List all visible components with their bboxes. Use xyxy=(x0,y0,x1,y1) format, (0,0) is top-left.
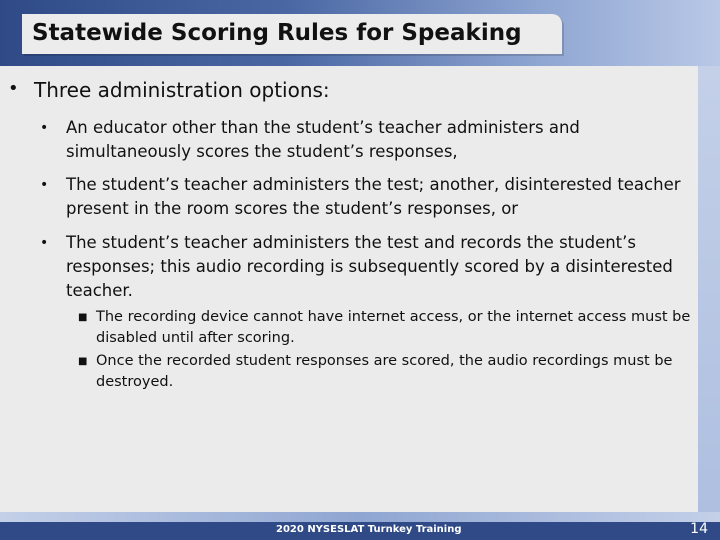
square-bullet-icon: ■ xyxy=(78,356,88,367)
bullet-icon: • xyxy=(8,78,19,99)
decorative-right-strip xyxy=(698,66,720,512)
main-bullet-text: Three administration options: xyxy=(34,78,330,102)
footer-gradient xyxy=(0,512,720,522)
option-text-1: An educator other than the student’s teacher administers and simultaneously scores the student’s responses, xyxy=(66,118,580,161)
bullet-icon: • xyxy=(40,120,49,136)
square-bullet-icon: ■ xyxy=(78,312,88,323)
bullet-icon: • xyxy=(40,235,49,251)
footer-training-label: 2020 NYSESLAT Turnkey Training xyxy=(276,524,462,535)
page-number: 14 xyxy=(690,521,708,537)
option-text-2: The student’s teacher administers the test; another, disinterested teacher present in the room scores the student’s responses, or xyxy=(66,175,681,218)
bullet-icon: • xyxy=(40,177,49,193)
sub-point-text-2: Once the recorded student responses are scored, the audio recordings must be destroyed. xyxy=(96,353,673,390)
slide-title: Statewide Scoring Rules for Speaking xyxy=(32,20,522,46)
sub-point-text-1: The recording device cannot have internet access, or the internet access must be disabled until after scoring. xyxy=(96,309,691,346)
option-text-3: The student’s teacher administers the test and records the student’s responses; this audio recording is subsequently scored by a disinterested teacher. xyxy=(66,233,673,300)
